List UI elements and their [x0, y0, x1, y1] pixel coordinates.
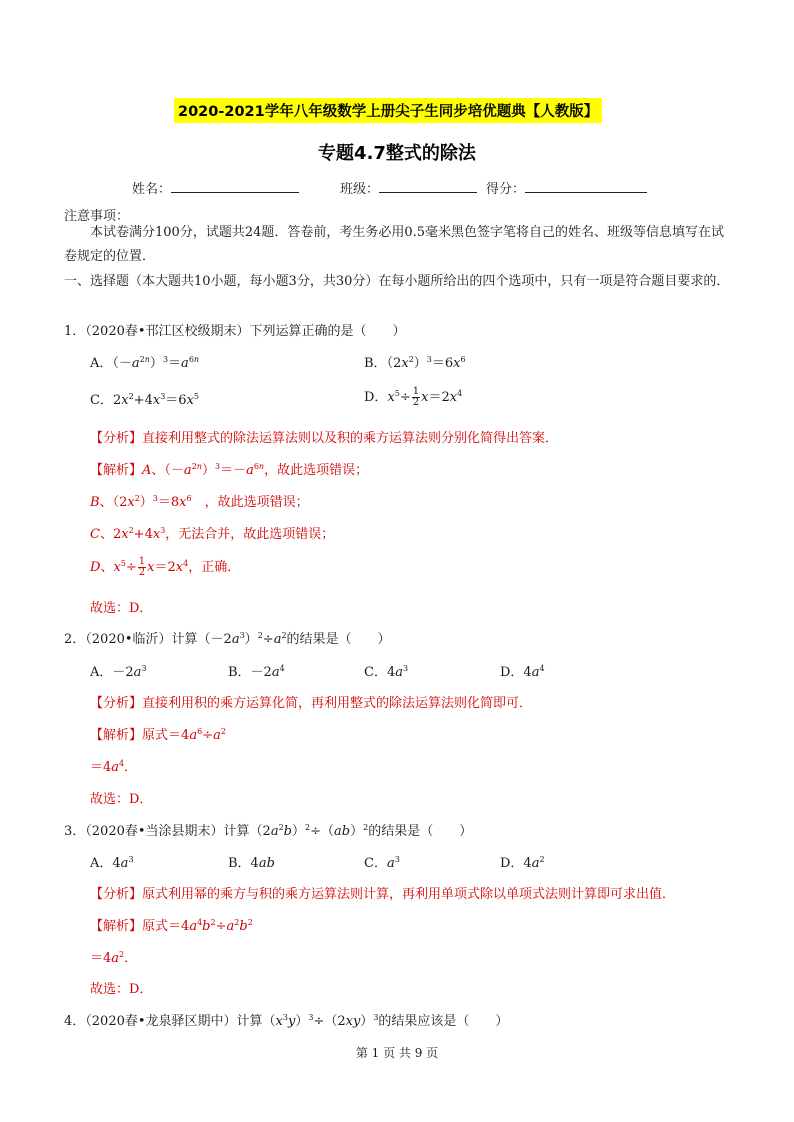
q1-option-d[interactable] [364, 386, 462, 408]
q1-solution-d-text: ，正确． [188, 560, 241, 575]
q2-stem [64, 628, 391, 647]
q1-solution-a-expr: A、$(-a^{2n})^3=-a^{6n}$ [142, 462, 265, 478]
q1-option-b[interactable] [364, 352, 466, 371]
q3-solution-expr: $4a^4b^2\div a^2b^2$ [181, 918, 253, 934]
q1-solution-a [90, 459, 368, 478]
q1-solution-c-expr: C、$2x^2+4x^3$ [90, 526, 166, 542]
q1-solution-d-expr: D、$x^5\div$ $\frac{1}{2}$ $x=2x^4$ [90, 556, 189, 578]
q1-option-a[interactable] [90, 352, 199, 371]
q3-solution-line2: $=4a^2$． [90, 950, 138, 966]
q3-stem-prefix: 3．（2020春•当涂县期末）计算（ [64, 824, 263, 839]
q1-option-c-label: C． [90, 393, 113, 408]
q1-solution-b [90, 491, 309, 510]
q1-option-d-expr: $x^5\div$ $\frac{1}{2}$ $x=2x^4$ [387, 386, 463, 408]
series-banner: 2020-2021学年八年级数学上册尖子生同步培优题典【人教版】 [174, 98, 602, 123]
q2-stem-prefix: 2．（2020•临沂）计算（ [64, 632, 211, 647]
q1-solution-c-text: ，无法合并，故此选项错误； [165, 527, 335, 542]
q2-analysis: 【分析】直接利用积的乘方运算化简，再利用整式的除法运算法则化简即可． [90, 696, 533, 711]
name-blank[interactable] [171, 179, 299, 193]
q1-solution-b-text: ，故此选项错误； [191, 495, 309, 510]
q2-stem-suffix: 的结果是（ ） [286, 632, 391, 647]
q1-solution-c [90, 523, 334, 542]
q2-solution-line1 [90, 724, 226, 743]
name-field[interactable] [132, 178, 299, 197]
notice-heading: 注意事项： [64, 209, 130, 224]
q1-solution-d [90, 556, 240, 578]
class-label: 班级： [340, 182, 380, 197]
q1-analysis: 【分析】直接利用整式的除法运算法则以及积的乘方运算法则分别化简得出答案． [90, 431, 559, 446]
q1-option-c[interactable] [90, 389, 199, 408]
q4-stem [64, 1010, 508, 1029]
q2-option-a[interactable]: A．$-2a^3$ [90, 664, 147, 680]
class-field[interactable] [340, 178, 477, 197]
q2-solution-line2: $=4a^4$． [90, 759, 138, 775]
class-blank[interactable] [379, 179, 477, 193]
q2-option-b[interactable]: B．$-2a^4$ [228, 664, 285, 680]
q1-option-b-expr: $(2x^2)^3=6x^6$ [386, 355, 466, 371]
q2-solution-expr: $4a^6\div a^2$ [181, 727, 226, 743]
page-footer: 第 1 页 共 9 页 [355, 1046, 439, 1060]
q3-option-c[interactable]: C．$a^3$ [364, 855, 400, 871]
q1-option-b-label: B． [364, 356, 387, 371]
q4-stem-expr: $x^3y)^3\div(2xy)^3$ [275, 1013, 379, 1029]
q4-stem-prefix: 4．（2020春•龙泉驿区期中）计算（ [64, 1014, 276, 1029]
q3-option-a[interactable]: A．$4a^3$ [90, 855, 134, 871]
q2-stem-expr: $-2a^3)^2\div a^2$ [210, 631, 287, 647]
q1-option-d-label: D． [364, 390, 388, 405]
section-heading: 一、选择题（本大题共10小题，每小题3分，共30分）在每小题所给出的四个选项中，只有一项是符合题目要求的． [64, 274, 730, 289]
q2-option-c[interactable]: C．$4a^3$ [364, 664, 409, 680]
q4-stem-suffix: 的结果应该是（ ） [378, 1014, 509, 1029]
q3-analysis: 【分析】原式利用幂的乘方与积的乘方运算法则计算，再利用单项式除以单项式法则计算即可求出值． [90, 887, 676, 902]
q3-solution-line1 [90, 915, 253, 934]
score-field[interactable] [486, 178, 647, 197]
notice-body: 本试卷满分100分，试题共24题．答卷前，考生务必用0.5毫米黑色签字笔将自己的姓名、班级等信息填写在试卷规定的位置． [64, 225, 725, 264]
score-label: 得分： [486, 182, 526, 197]
q1-solution-a-text: ，故此选项错误； [264, 463, 369, 478]
q3-solution-label: 【解析】 [90, 919, 143, 934]
q1-solution-label: 【解析】 [90, 463, 143, 478]
q3-stem-suffix: 的结果是（ ） [368, 824, 473, 839]
q1-stem: 1．（2020春•邗江区校级期末）下列运算正确的是（ ） [64, 324, 406, 339]
q1-option-a-label: A． [90, 356, 113, 371]
q1-solution-b-expr: B、$(2x^2)^3=8x^6$ [90, 494, 192, 510]
q3-solution-prefix: 原式＝ [142, 919, 182, 934]
q3-option-d[interactable]: D．$4a^2$ [500, 855, 545, 871]
q2-answer: 故选：D． [90, 792, 153, 807]
q3-stem-expr: $2a^2b)^2\div(ab)^2$ [262, 823, 369, 839]
q2-option-d[interactable]: D．$4a^4$ [500, 664, 545, 680]
q3-stem [64, 820, 472, 839]
q1-answer: 故选：D． [90, 601, 153, 616]
q1-option-a-expr: $(-a^{2n})^3=a^{6n}$ [112, 355, 200, 371]
q2-solution-label: 【解析】 [90, 728, 143, 743]
name-label: 姓名： [132, 182, 172, 197]
document-title: 专题4.7整式的除法 [318, 143, 476, 164]
q3-answer: 故选：D． [90, 982, 153, 997]
q1-option-c-expr: $2x^2+4x^3=6x^5$ [112, 392, 199, 408]
score-blank[interactable] [525, 179, 647, 193]
q3-option-b[interactable]: B．4ab [228, 856, 275, 871]
q2-solution-prefix: 原式＝ [142, 728, 182, 743]
